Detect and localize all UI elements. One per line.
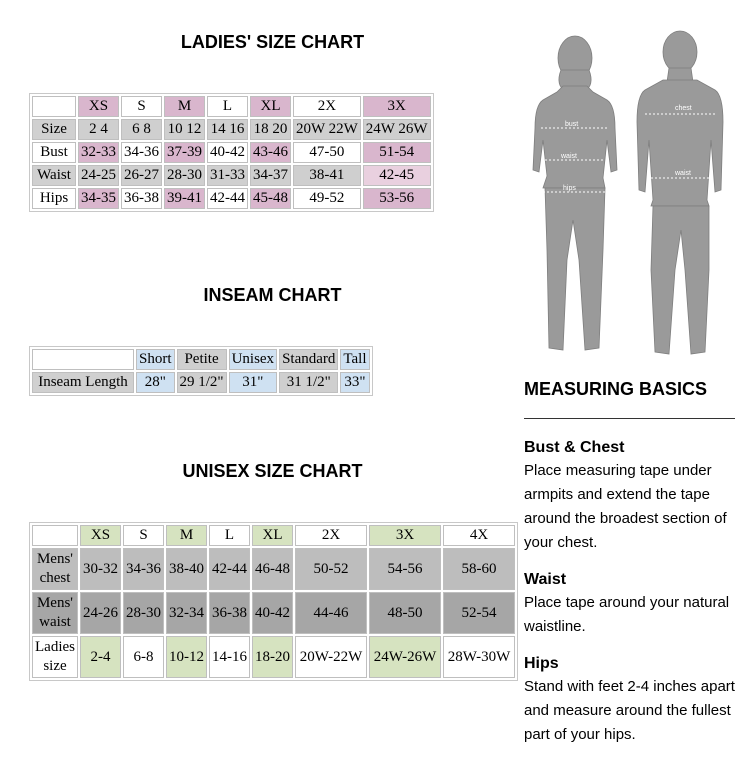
table-cell: 31-33 [207, 165, 248, 186]
table-header-row [32, 349, 370, 370]
table-cell: 33" [340, 372, 369, 393]
table-cell: 34-35 [78, 188, 119, 209]
table-cell: 26-27 [121, 165, 162, 186]
col-header-xl: XL [250, 96, 291, 117]
row-header: Ladies size [32, 636, 78, 678]
table-cell: 53-56 [363, 188, 431, 209]
table-cell: 48-50 [369, 592, 441, 634]
measuring-basics-panel [524, 378, 739, 761]
table-header-row [32, 96, 431, 117]
section-text: Stand with feet 2-4 inches apart and measure around the fullest part of your hips. [524, 678, 735, 743]
table-cell: 14-16 [209, 636, 250, 678]
table-cell: 30-32 [80, 548, 121, 590]
table-cell: 54-56 [369, 548, 441, 590]
waist-label-male: waist [675, 170, 691, 177]
table-cell: 24-25 [78, 165, 119, 186]
table-cell: 45-48 [250, 188, 291, 209]
table-cell: 49-52 [293, 188, 361, 209]
section-heading: Waist [524, 571, 567, 588]
col-header-3x: 3X [363, 96, 431, 117]
inseam-chart-title: INSEAM CHART [203, 285, 342, 305]
female-silhouette [533, 36, 617, 350]
table-cell: 51-54 [363, 142, 431, 163]
measuring-figures-illustration [523, 30, 738, 360]
unisex-size-table [29, 522, 518, 681]
row-header: Inseam Length [32, 372, 134, 393]
table-cell: 20W-22W [295, 636, 367, 678]
table-row [32, 165, 431, 186]
table-cell: 39-41 [164, 188, 205, 209]
table-cell: 37-39 [164, 142, 205, 163]
male-silhouette [637, 31, 723, 354]
table-cell: 34-37 [250, 165, 291, 186]
section-text: Place tape around your natural waistline. [524, 594, 730, 635]
table-cell: 18-20 [252, 636, 293, 678]
table-cell: 36-38 [121, 188, 162, 209]
table-row [32, 188, 431, 209]
table-header-row [32, 525, 515, 546]
table-row [32, 372, 370, 393]
table-cell: 6-8 [123, 636, 164, 678]
table-cell: 10 12 [164, 119, 205, 140]
table-cell: 24-26 [80, 592, 121, 634]
row-header: Hips [32, 188, 76, 209]
table-cell: 24W 26W [363, 119, 431, 140]
table-row [32, 636, 515, 678]
table-cell: 28-30 [164, 165, 205, 186]
row-header: Waist [32, 165, 76, 186]
section-text: Place measuring tape under armpits and extend the tape around the broadest section of your chest. [524, 462, 727, 551]
table-corner [32, 525, 78, 546]
table-row [32, 119, 431, 140]
table-cell: 31" [229, 372, 278, 393]
col-header-s: S [121, 96, 162, 117]
table-cell: 28-30 [123, 592, 164, 634]
table-cell: 38-41 [293, 165, 361, 186]
measuring-basics-title: MEASURING BASICS [524, 379, 708, 399]
col-header-m: M [166, 525, 207, 546]
col-header-xl: XL [252, 525, 293, 546]
chest-label: chest [675, 105, 692, 112]
basics-section-bust-chest [524, 437, 739, 555]
table-cell: 42-45 [363, 165, 431, 186]
table-cell: 40-42 [207, 142, 248, 163]
row-header: Size [32, 119, 76, 140]
bust-label: bust [565, 121, 579, 128]
col-header-4x: 4X [443, 525, 515, 546]
table-cell: 2 4 [78, 119, 119, 140]
table-cell: 2-4 [80, 636, 121, 678]
table-cell: 14 16 [207, 119, 248, 140]
row-header: Mens' waist [32, 592, 78, 634]
table-cell: 32-34 [166, 592, 207, 634]
basics-section-hips [524, 653, 739, 747]
col-header-xs: XS [78, 96, 119, 117]
table-cell: 34-36 [123, 548, 164, 590]
col-header-2x: 2X [293, 96, 361, 117]
table-cell: 6 8 [121, 119, 162, 140]
table-cell: 34-36 [121, 142, 162, 163]
table-cell: 10-12 [166, 636, 207, 678]
table-cell: 50-52 [295, 548, 367, 590]
col-header-tall: Tall [340, 349, 369, 370]
row-header: Mens' chest [32, 548, 78, 590]
table-cell: 28W-30W [443, 636, 515, 678]
col-header-l: L [209, 525, 250, 546]
table-cell: 42-44 [209, 548, 250, 590]
col-header-standard: Standard [279, 349, 338, 370]
table-cell: 44-46 [295, 592, 367, 634]
table-cell: 47-50 [293, 142, 361, 163]
col-header-petite: Petite [177, 349, 227, 370]
table-row [32, 142, 431, 163]
table-cell: 20W 22W [293, 119, 361, 140]
table-cell: 38-40 [166, 548, 207, 590]
waist-label-female: waist [561, 153, 577, 160]
basics-section-waist [524, 569, 739, 639]
divider [524, 418, 735, 419]
ladies-size-table [29, 93, 434, 212]
table-cell: 24W-26W [369, 636, 441, 678]
col-header-m: M [164, 96, 205, 117]
table-cell: 29 1/2" [177, 372, 227, 393]
section-heading: Hips [524, 655, 559, 672]
col-header-unisex: Unisex [229, 349, 278, 370]
ladies-chart-title: LADIES' SIZE CHART [180, 32, 365, 52]
table-cell: 36-38 [209, 592, 250, 634]
table-cell: 32-33 [78, 142, 119, 163]
table-corner [32, 96, 76, 117]
table-cell: 52-54 [443, 592, 515, 634]
table-cell: 58-60 [443, 548, 515, 590]
table-cell: 43-46 [250, 142, 291, 163]
inseam-table [29, 346, 373, 396]
hips-label: hips [563, 185, 576, 192]
table-row [32, 548, 515, 590]
table-corner [32, 349, 134, 370]
col-header-2x: 2X [295, 525, 367, 546]
table-cell: 46-48 [252, 548, 293, 590]
table-cell: 31 1/2" [279, 372, 338, 393]
unisex-chart-title: UNISEX SIZE CHART [182, 461, 363, 481]
table-row [32, 592, 515, 634]
col-header-l: L [207, 96, 248, 117]
section-heading: Bust & Chest [524, 439, 625, 456]
table-cell: 40-42 [252, 592, 293, 634]
table-cell: 18 20 [250, 119, 291, 140]
table-cell: 28" [136, 372, 175, 393]
row-header: Bust [32, 142, 76, 163]
col-header-3x: 3X [369, 525, 441, 546]
table-cell: 42-44 [207, 188, 248, 209]
col-header-short: Short [136, 349, 175, 370]
col-header-xs: XS [80, 525, 121, 546]
col-header-s: S [123, 525, 164, 546]
